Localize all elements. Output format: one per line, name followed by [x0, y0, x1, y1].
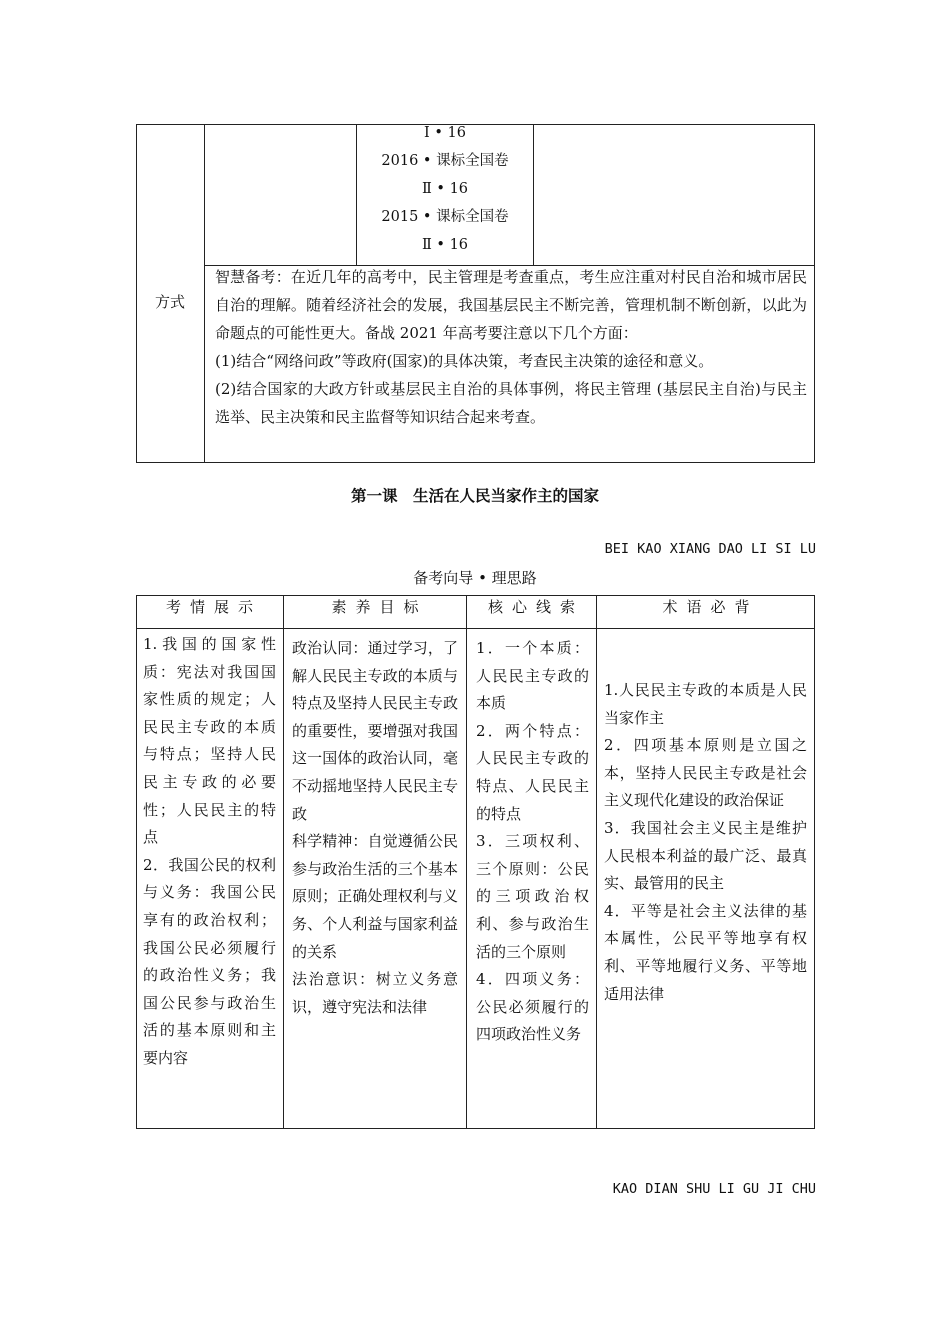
- key-terms-content: [604, 677, 807, 1008]
- list-item: 法治意识：树立义务意识，遵守宪法和法律: [292, 970, 458, 1016]
- core-clues-content: [476, 635, 589, 1049]
- exam-ref: 2016 • 课标全国卷: [381, 153, 509, 169]
- table-header-divider: [136, 628, 815, 629]
- table-border-bottom: [136, 462, 815, 463]
- list-item: 1.人民民主专政的本质是人民当家作主: [604, 681, 807, 727]
- list-item: 2．我国公民的权利与义务：我国公民享有的政治权利；我国公民必须履行的政治性义务；我国公民参与政治生活的基本原则和主要内容: [143, 855, 276, 1067]
- exam-ref: 2015 • 课标全国卷: [381, 209, 509, 225]
- list-item: 3．三项权利、三个原则：公民的三项政治权利、参与政治生活的三个原则: [476, 832, 589, 961]
- exam-ref: Ⅱ • 16: [421, 181, 469, 197]
- list-item: 政治认同：通过学习，了解人民民主专政的本质与特点及坚持人民民主专政的重要性，要增强对我国这一国体的政治认同，毫不动摇地坚持人民民主专政: [292, 639, 458, 823]
- list-item: 2．四项基本原则是立国之本，坚持人民民主专政是社会主义现代化建设的政治保证: [604, 736, 807, 810]
- table-border-left: [136, 595, 137, 1129]
- section-title: 备考向导 • 理思路: [413, 569, 537, 587]
- list-item: 1．一个本质：人民民主专政的本质: [476, 639, 589, 713]
- table-divider-label: [204, 124, 205, 463]
- study-guide-table: [136, 595, 815, 1129]
- exam-ref: Ⅱ • 16: [421, 237, 469, 253]
- table-col-divider: [466, 595, 467, 1129]
- list-item: 2．两个特点：人民民主专政的特点、人民民主的特点: [476, 721, 589, 823]
- table-col-divider: [283, 595, 284, 1129]
- exam-ref: Ⅰ • 16: [424, 125, 466, 141]
- section-pinyin: BEI KAO XIANG DAO LI SI LU: [604, 541, 816, 557]
- exam-situation-content: [143, 631, 276, 1073]
- strategy-paragraph: 智慧备考：在近几年的高考中，民主管理是考查重点，考生应注重对村民自治和城市居民自治的理解。随着经济社会的发展，我国基层民主不断完善，管理机制不断创新，以此为命题点的可能性更大。备战 2021 年高考要注意以下几个方面：: [215, 268, 807, 342]
- table-border-right: [814, 124, 815, 463]
- table-border-bottom: [136, 1128, 815, 1129]
- header-key-terms: 术语必背: [662, 598, 759, 616]
- header-core-clues: 核心线索: [487, 598, 584, 616]
- table-divider-col4: [533, 124, 534, 265]
- lesson-title: 第一课 生活在人民当家作主的国家: [350, 487, 599, 505]
- header-exam-situation: 考情展示: [165, 598, 262, 616]
- list-item: 4．四项义务：公民必须履行的四项政治性义务: [476, 970, 589, 1044]
- section-pinyin: KAO DIAN SHU LI GU JI CHU: [612, 1181, 816, 1197]
- list-item: 4．平等是社会主义法律的基本属性，公民平等地享有权利、平等地履行义务、平等地适用法律: [604, 901, 807, 1003]
- exam-info-table: [136, 124, 815, 463]
- exam-references: [357, 119, 533, 259]
- list-item: 1.我国的国家性质：宪法对我国国家性质的规定；人民民主专政的本质与特点；坚持人民民主专政的必要性；人民民主的特点: [143, 635, 276, 847]
- table-border-right: [814, 595, 815, 1129]
- header-literacy-goals: 素养目标: [331, 598, 428, 616]
- strategy-text: [215, 263, 807, 431]
- strategy-paragraph: (1)结合“网络问政”等政府(国家)的具体决策，考查民主决策的途径和意义。: [215, 352, 714, 370]
- table-col-divider: [596, 595, 597, 1129]
- literacy-goals-content: [292, 635, 458, 1021]
- row-label: 方式: [154, 293, 185, 311]
- list-item: 3．我国社会主义民主是维护人民根本利益的最广泛、最真实、最管用的民主: [604, 818, 807, 893]
- strategy-paragraph: (2)结合国家的大政方针或基层民主自治的具体事例，将民主管理 (基层民主自治)与民主选举、民主决策和民主监督等知识结合起来考查。: [215, 380, 807, 426]
- list-item: 科学精神：自觉遵循公民参与政治生活的三个基本原则；正确处理权利与义务、个人利益与国家利益的关系: [292, 832, 458, 961]
